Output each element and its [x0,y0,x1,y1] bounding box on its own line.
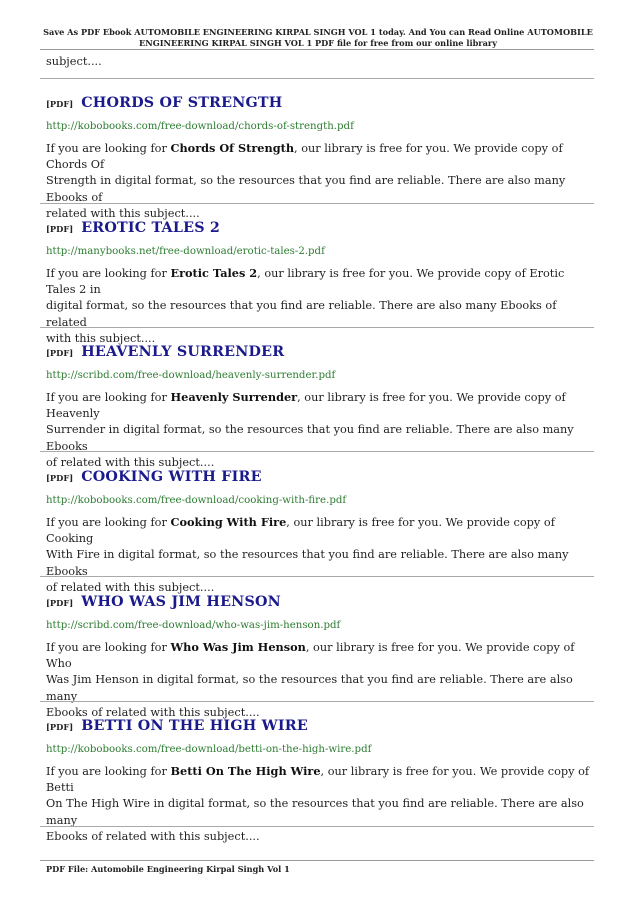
pdf-tag: [PDF] [46,99,74,109]
section-divider [40,826,594,827]
book-name-bold: Chords Of Strength [170,141,295,155]
download-link[interactable]: http://kobobooks.com/free-download/betti-on-the-high-wire.pdf [46,744,372,755]
entry-title-row [46,469,594,491]
book-title: CHORDS OF STRENGTH [81,95,283,111]
book-description: If you are looking for Cooking With Fire, our library is free for you. We provide copy of Cooking With Fire in digital format, so the resources that you find are reliable. There are also many Ebooks of related with this subject.... [46,515,569,594]
entry-title-row [46,95,594,117]
book-description: If you are looking for Who Was Jim Henson, our library is free for you. We provide copy of Who Was Jim Henson in digital format, so the resources that you find are reliable. There are also many Ebooks of related with this subject.... [46,640,575,719]
section-divider [40,701,594,702]
section-divider [40,327,594,328]
book-description: If you are looking for Erotic Tales 2, our library is free for you. We provide copy of Erotic Tales 2 in digital format, so the resources that you find are reliable. There are also many Ebooks of related with this subject.... [46,266,565,345]
download-link[interactable]: http://manybooks.net/free-download/erotic-tales-2.pdf [46,246,325,257]
book-title: EROTIC TALES 2 [81,220,221,236]
page-header [40,27,596,49]
download-link[interactable]: http://scribd.com/free-download/heavenly-surrender.pdf [46,370,336,381]
book-title: WHO WAS JIM HENSON [81,594,281,610]
download-link[interactable]: http://scribd.com/free-download/who-was-jim-henson.pdf [46,620,341,631]
entry-title-row [46,344,594,366]
page-footer: PDF File: Automobile Engineering Kirpal Singh Vol 1 [46,864,290,874]
book-name-bold: Erotic Tales 2 [170,266,258,280]
header-divider [40,49,594,50]
book-description: If you are looking for Heavenly Surrender, our library is free for you. We provide copy of Heavenly Surrender in digital format, so the resources that you find are reliable. There are also many Ebooks of related with this subject.... [46,390,574,469]
header-line-1: Save As PDF Ebook AUTOMOBILE ENGINEERING KIRPAL SINGH VOL 1 today. And You can Read Online AUTOMOBILE [43,27,593,37]
section-divider [40,78,594,79]
pdf-tag: [PDF] [46,224,74,234]
download-link[interactable]: http://kobobooks.com/free-download/cooking-with-fire.pdf [46,495,347,506]
book-description: If you are looking for Chords Of Strength, our library is free for you. We provide copy of Chords Of Strength in digital format, so the resources that you find are reliable. There are also many Ebooks of related with this subject.... [46,141,566,220]
continued-text: subject.... [46,55,102,68]
entry-title-row [46,220,594,242]
book-name-bold: Betti On The High Wire [170,764,321,778]
book-title: COOKING WITH FIRE [81,469,262,485]
section-divider [40,451,594,452]
section-divider [40,203,594,204]
book-name-bold: Heavenly Surrender [170,390,298,404]
book-name-bold: Cooking With Fire [170,515,287,529]
pdf-tag: [PDF] [46,722,74,732]
book-name-bold: Who Was Jim Henson [170,640,306,654]
entry-title-row [46,718,594,740]
footer-divider [40,860,594,861]
pdf-tag: [PDF] [46,348,74,358]
book-title: HEAVENLY SURRENDER [81,344,285,360]
header-line-2: ENGINEERING KIRPAL SINGH VOL 1 PDF file for free from our online library [138,38,497,48]
pdf-tag: [PDF] [46,598,74,608]
book-description: If you are looking for Betti On The High Wire, our library is free for you. We provide copy of Betti On The High Wire in digital format, so the resources that you find are reliable. There are also many Ebooks of related with this subject.... [46,764,590,843]
book-title: BETTI ON THE HIGH WIRE [81,718,308,734]
pdf-tag: [PDF] [46,473,74,483]
download-link[interactable]: http://kobobooks.com/free-download/chords-of-strength.pdf [46,121,354,132]
section-divider [40,576,594,577]
entry-title-row [46,594,594,616]
